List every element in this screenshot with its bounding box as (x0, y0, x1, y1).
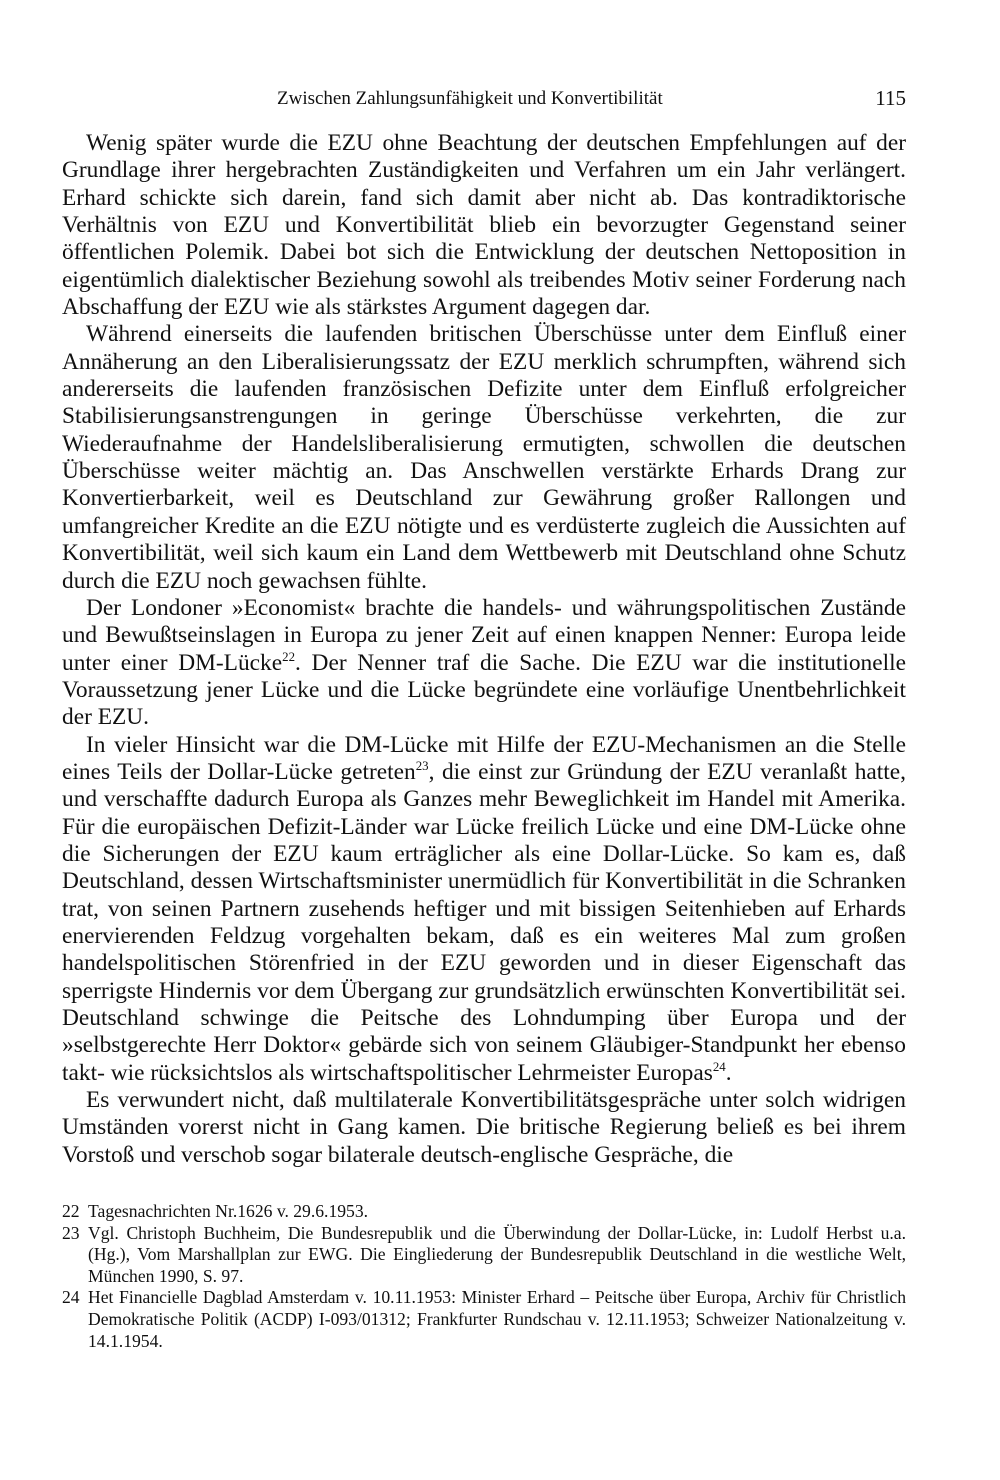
footnote-ref-24: 24 (712, 1059, 726, 1074)
footnote-ref-23: 23 (415, 759, 429, 774)
footnote-number: 22 (62, 1201, 80, 1222)
footnote-text: Vgl. Christoph Buchheim, Die Bundesrepublik und die Überwindung der Dollar-Lücke, in: Ludolf Herbst u.a. (Hg.), Vom Marshallplan zur EWG. Die Eingliederung der Bundesrepublik Deutschland in die westliche Welt, München 1990, S. 97. (88, 1222, 906, 1286)
body-text (62, 130, 906, 1169)
paragraph-4-text-b: , die einst zur Gründung der EZU veranlaßt hatte, und verschaffte dadurch Europa als Ganzes mehr Beweglichkeit im Handel mit Amerika. Für die europäischen Defizit-Länder war Lücke freilich Lücke und eine DM-Lücke ohne die Sicherungen der EZU kaum erträglicher als eine Dollar-Lücke. So kam es, daß Deutschland, dessen Wirtschaftsminister unermüdlich für Konvertibilität in die Schranken trat, von seinen Partnern zusehends heftiger und mit bissigen Seitenhieben auf Erhards enervierenden Feldzug vorgehalten bekam, daß es ein weiteres Mal zum großen handelspolitischen Störenfried in der EZU geworden und in dieser Eigenschaft das sperrigste Hindernis vor dem Übergang zur grundsätzlich erwünschten Konvertibilität sei. Deutschland schwinge die Peitsche des Lohndumping über Europa und der »selbstgerechte Herr Doktor« gebärde sich von seinem Gläubiger-Standpunkt her ebenso takt- wie rücksichtslos als wirtschaftspolitischer Lehrmeister Europas (62, 758, 907, 1086)
footnote-ref-22: 22 (282, 649, 295, 664)
running-title: Zwischen Zahlungsunfähigkeit und Konvertibilität (277, 88, 663, 109)
paragraph-3 (62, 595, 906, 732)
paragraph-5: Es verwundert nicht, daß multilaterale Konvertibilitätsgespräche unter solch widrigen Umständen vorerst nicht in Gang kamen. Die britische Regierung beließ es bei ihrem Vorstoß und verschob sogar bilaterale deutsch-englische Gespräche, die (62, 1087, 906, 1168)
paragraph-4-text-a: In vieler Hinsicht war die DM-Lücke mit Hilfe der EZU-Mechanismen an die Stelle eines Teils der Dollar-Lücke getreten (62, 731, 906, 785)
footnotes (62, 1201, 906, 1352)
paragraph-3-text-b: . Der Nenner traf die Sache. Die EZU war die institutionelle Voraussetzung jener Lücke und die Lücke begründete eine vorläufige Unentbehrlichkeit der EZU. (62, 649, 906, 731)
footnote-24 (62, 1287, 906, 1352)
footnote-number: 23 (62, 1222, 80, 1243)
book-page (62, 86, 906, 1352)
paragraph-4-text-c: . (725, 1059, 732, 1086)
footnote-23 (62, 1223, 906, 1288)
paragraph-4 (62, 732, 906, 1087)
paragraph-1: Wenig später wurde die EZU ohne Beachtung der deutschen Empfehlungen auf der Grundlage ihrer hergebrachten Zuständigkeiten und Verfahren um ein Jahr verlängert. Erhard schickte sich darein, fand sich damit aber nicht ab. Das kontradiktorische Verhältnis von EZU und Konvertibilität blieb ein bevorzugter Gegenstand seiner öffentlichen Polemik. Dabei bot sich die Entwicklung der deutschen Nettoposition in eigentümlich dialektischer Beziehung sowohl als treibendes Motiv seiner Forderung nach Abschaffung der EZU wie als stärkstes Argument dagegen dar. (62, 130, 906, 321)
footnote-22 (62, 1201, 906, 1223)
paragraph-2: Während einerseits die laufenden britischen Überschüsse unter dem Einfluß einer Annäherung an den Liberalisierungssatz der EZU merklich schrumpften, während sich andererseits die laufenden französischen Defizite unter dem Einfluß erfolgreicher Stabilisierungsanstrengungen in geringe Überschüsse verkehrten, die zur Wiederaufnahme der Handelsliberalisierung ermutigten, schwollen die deutschen Überschüsse weiter mächtig an. Das Anschwellen verstärkte Erhards Drang zur Konvertierbarkeit, weil es Deutschland zur Gewährung großer Rallongen und umfangreicher Kredite an die EZU nötigte und es verdüsterte zugleich die Aussichten auf Konvertibilität, weil sich kaum ein Land dem Wettbewerb mit Deutschland ohne Schutz durch die EZU noch gewachsen fühlte. (62, 321, 906, 594)
footnote-number: 24 (62, 1287, 80, 1308)
page-number: 115 (875, 86, 906, 110)
footnote-text: Tagesnachrichten Nr.1626 v. 29.6.1953. (88, 1201, 369, 1222)
running-head (62, 86, 906, 116)
footnote-text: Het Financielle Dagblad Amsterdam v. 10.11.1953: Minister Erhard – Peitsche über Europa, Archiv für Christlich Demokratische Politik (ACDP) I-093/01312; Frankfurter Rundschau v. 12.11.1953; Schweizer Nationalzeitung v. 14.1.1954. (88, 1287, 906, 1351)
paragraph-3-text-a: Der Londoner »Economist« brachte die handels- und währungspolitischen Zustände und Bewußtseinslagen in Europa zu jener Zeit auf einen knappen Nenner: Europa leide unter einer DM-Lücke (62, 594, 906, 676)
